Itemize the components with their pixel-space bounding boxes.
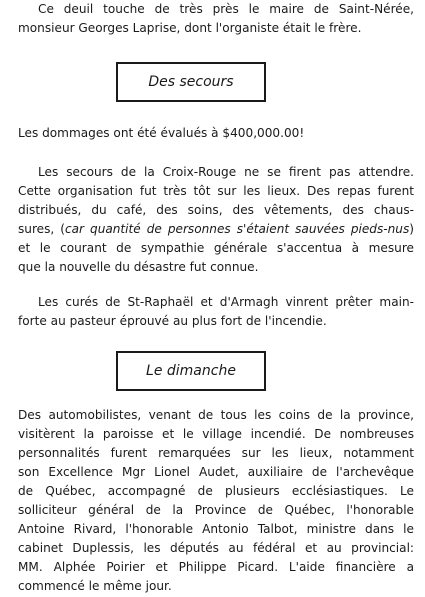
- red-cross-line-3: distribués, du café, des soins, des vêtements, des chaus-: [18, 203, 414, 217]
- cures-line-1: Les curés de St-Raphaël et d'Armagh vinrent prêter main-: [38, 295, 414, 309]
- damages-line: Les dommages ont été évalués à $400,000.00!: [18, 126, 305, 140]
- red-cross-line-4a: sures, (: [18, 222, 65, 236]
- red-cross-line-6: que la nouvelle du désastre fut connue.: [18, 260, 259, 274]
- red-cross-line-4: [18, 220, 414, 239]
- intro-line-1: Ce deuil touche de très près le maire de Saint-Nérée,: [38, 2, 414, 16]
- dimanche-line-4: son Excellence Mgr Lionel Audet, auxiliaire de l'archevêque: [18, 465, 414, 479]
- section-heading-secours: Des secours: [148, 74, 234, 90]
- dimanche-line-3: personnalités furent remarquées sur les lieux, notamment: [18, 446, 414, 460]
- dimanche-line-1: Des automobilistes, venant de tous les coins de la province,: [18, 408, 414, 422]
- intro-line-2: monsieur Georges Laprise, dont l'organiste était le frère.: [18, 21, 362, 35]
- cures-line-2: forte au pasteur éprouvé au plus fort de l'incendie.: [18, 314, 327, 328]
- cures-paragraph: [18, 293, 414, 331]
- red-cross-paragraph: [18, 163, 414, 277]
- section-heading-box-secours: [116, 62, 266, 102]
- red-cross-line-5: et le courant de sympathie générale s'accentua à mesure: [18, 241, 414, 255]
- dimanche-line-2: visitèrent la paroisse et le village incendié. De nombreuses: [18, 427, 414, 441]
- section-heading-box-dimanche: [116, 351, 266, 391]
- dimanche-line-8: cabinet Duplessis, les députés au fédéral et au provincial:: [18, 541, 414, 555]
- dimanche-line-6: solliciteur général de la Province de Québec, l'honorable: [18, 503, 414, 517]
- red-cross-line-2: Cette organisation fut très tôt sur les lieux. Des repas furent: [18, 184, 414, 198]
- damages-paragraph: [18, 124, 414, 143]
- dimanche-line-5: de Québec, accompagné de plusieurs ecclésiastiques. Le: [18, 484, 414, 498]
- red-cross-line-1: Les secours de la Croix-Rouge ne se firent pas attendre.: [38, 165, 414, 179]
- dimanche-paragraph: [18, 406, 414, 596]
- section-heading-dimanche: Le dimanche: [146, 363, 236, 379]
- dimanche-line-7: Antoine Rivard, l'honorable Antonio Talbot, ministre dans le: [18, 522, 414, 536]
- red-cross-line-4-italic: car quantité de personnes s'étaient sauvées pieds-nus: [64, 222, 410, 236]
- dimanche-line-9: MM. Alphée Poirier et Philippe Picard. L'aide financière a: [18, 560, 414, 574]
- intro-paragraph: [18, 0, 414, 38]
- red-cross-line-4b: ): [409, 222, 414, 236]
- dimanche-line-10: commencé le même jour.: [18, 579, 172, 593]
